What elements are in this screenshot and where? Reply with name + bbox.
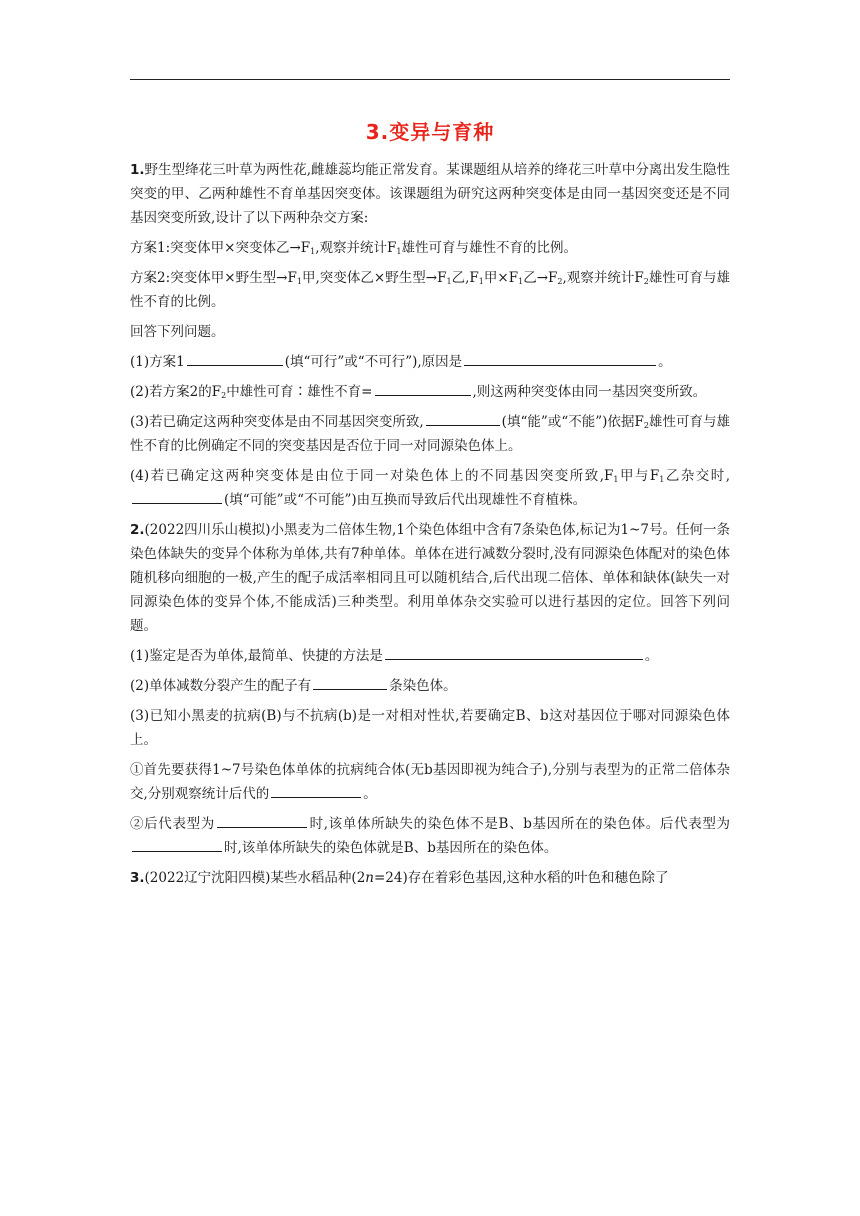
answer-blank[interactable] xyxy=(132,837,222,852)
q1-prompt: 回答下列问题。 xyxy=(130,324,225,340)
q1-sub4-text: (4)若已确定这两种突变体是由位于同一对染色体上的不同基因突变所致,F xyxy=(130,468,614,484)
subscript: 1 xyxy=(659,475,665,484)
answer-blank[interactable] xyxy=(187,351,283,366)
subscript: 1 xyxy=(396,247,402,256)
q1-sub4-text: 乙杂交时, xyxy=(664,468,730,484)
q1-sub1-text: (填“可行”或“不可行”),原因是 xyxy=(284,354,463,370)
q2-item1-text: 的正常二倍体杂交,分别观察统计后代的 xyxy=(130,762,730,802)
subscript: 1 xyxy=(478,277,484,286)
q1-plan2-text: 乙,F xyxy=(451,270,479,286)
subscript: 1 xyxy=(518,277,524,286)
q2-item2-text: 时,该单体所缺失的染色体就是B、b基因所在的染色体。 xyxy=(224,840,558,856)
subscript: 2 xyxy=(643,277,649,286)
subscript: 2 xyxy=(557,277,563,286)
q1-stem-text: 野生型绛花三叶草为两性花,雌雄蕊均能正常发育。某课题组从培养的绛花三叶草中分离出发生隐性突变的甲、乙两种雄性不育单基因突变体。该课题组为研究这两种突变体是由同一基因突变还是不同基因突变所致,设计了以下两种杂交方案: xyxy=(130,162,730,226)
q1-sub4-text: (填“可能”或“不可能”)由互换而导致后代出现雄性不育植株。 xyxy=(224,492,587,508)
q1-sub2-text: ,则这两种突变体由同一基因突变所致。 xyxy=(472,384,707,400)
q1-sub3-text: 雄性可育与雄性不育的比例确定不同的突变基因是否位于同一对同源染色体上。 xyxy=(130,414,730,454)
q2-item1-text: 。 xyxy=(363,786,377,802)
q2-sub1-text: (1)鉴定是否为单体,最简单、快捷的方法是 xyxy=(130,648,383,664)
q1-plan2-text: 甲,突变体乙×野生型→F xyxy=(301,270,447,286)
answer-blank[interactable] xyxy=(375,381,471,396)
q1-plan2-text: 甲×F xyxy=(483,270,519,286)
subscript: 2 xyxy=(643,421,649,430)
subscript: 2 xyxy=(221,391,227,400)
q2-item2-text: 时,该单体所缺失的染色体不是B、b基因所在的染色体。后代表型为 xyxy=(308,816,731,832)
q2-item1-text: ①首先要获得1~7号染色体单体的抗病纯合体(无b基因即视为纯合子),分别与表型为 xyxy=(130,762,635,778)
answer-blank[interactable] xyxy=(385,645,643,660)
document-body xyxy=(130,158,730,896)
q2-stem-text: (2022四川乐山模拟)小黑麦为二倍体生物,1个染色体组中含有7条染色体,标记为1~7号。任何一条染色体缺失的变异个体称为单体,共有7种单体。单体在进行减数分裂时,没有同源染色体配对的染色体随机移向细胞的一极,产生的配子成活率相同且可以随机结合,后代出现二倍体、单体和缺体(缺失一对同源染色体的变异个体,不能成活)三种类型。利用单体杂交实验可以进行基因的定位。回答下列问题。 xyxy=(130,522,730,634)
q1-number: 1. xyxy=(130,162,145,178)
q2-stem xyxy=(130,518,730,638)
q2-item2 xyxy=(130,812,730,860)
q2-sub2-text: (2)单体减数分裂产生的配子有 xyxy=(130,678,312,694)
q1-sub1-text: 。 xyxy=(658,354,672,370)
q1-plan1-text: 雄性可育与雄性不育的比例。 xyxy=(401,240,577,256)
page-title: 3.变异与育种 xyxy=(365,120,495,144)
q1-sub2-text: (2)若方案2的F xyxy=(130,384,222,400)
q1-sub4-text: 甲与F xyxy=(618,468,660,484)
q2-sub2 xyxy=(130,674,730,698)
q2-sub2-text: 条染色体。 xyxy=(389,678,457,694)
q2-item1 xyxy=(130,758,730,806)
q2-sub1-text: 。 xyxy=(644,648,659,664)
q3-number: 3. xyxy=(130,870,145,886)
q1-sub3-text: (3)若已确定这两种突变体是由不同基因突变所致, xyxy=(130,414,424,430)
subscript: 1 xyxy=(310,247,316,256)
q1-sub4 xyxy=(130,464,730,512)
header-rule xyxy=(130,79,730,80)
q1-plan1 xyxy=(130,236,730,260)
q1-sub3 xyxy=(130,410,730,458)
q1-sub2-text: 中雄性可育∶雄性不育= xyxy=(226,384,373,400)
q1-plan2 xyxy=(130,266,730,314)
answer-blank[interactable] xyxy=(426,411,500,426)
q2-number: 2. xyxy=(130,522,145,538)
q1-sub1-text: (1)方案1 xyxy=(130,354,185,370)
answer-blank[interactable] xyxy=(271,783,361,798)
q1-plan2-text: 乙→F xyxy=(523,270,558,286)
q3-stem-text: =24)存在着彩色基因,这种水稻的叶色和穗色除了 xyxy=(373,870,669,886)
q1-plan2-text: 雄性可育与雄性不育的比例。 xyxy=(130,270,730,310)
q1-plan2-text: 方案2:突变体甲×野生型→F xyxy=(130,270,297,286)
q1-plan1-text: ,观察并统计F xyxy=(315,240,397,256)
subscript: 1 xyxy=(613,475,619,484)
q1-sub3-text: (填“能”或“不能”)依据F xyxy=(501,414,644,430)
q1-plan1-text: 方案1:突变体甲×突变体乙→F xyxy=(130,240,311,256)
q2-item2-text: ②后代表型为 xyxy=(130,816,215,832)
subscript: 1 xyxy=(446,277,452,286)
q2-sub3: (3)已知小黑麦的抗病(B)与不抗病(b)是一对相对性状,若要确定B、b这对基因位于哪对同源染色体上。 xyxy=(130,708,730,748)
q1-plan2-text: ,观察并统计F xyxy=(562,270,644,286)
answer-blank[interactable] xyxy=(464,351,656,366)
answer-blank[interactable] xyxy=(217,813,307,828)
q1-stem xyxy=(130,158,730,230)
answer-blank[interactable] xyxy=(132,489,222,504)
q1-sub1 xyxy=(130,350,730,374)
q3-stem-text: n xyxy=(365,870,374,886)
q3-stem-text: (2022辽宁沈阳四模)某些水稻品种(2 xyxy=(144,870,366,886)
q2-sub1 xyxy=(130,644,730,668)
q3-stem xyxy=(130,866,730,890)
answer-blank[interactable] xyxy=(313,675,387,690)
q1-sub2 xyxy=(130,380,730,404)
subscript: 1 xyxy=(296,277,302,286)
